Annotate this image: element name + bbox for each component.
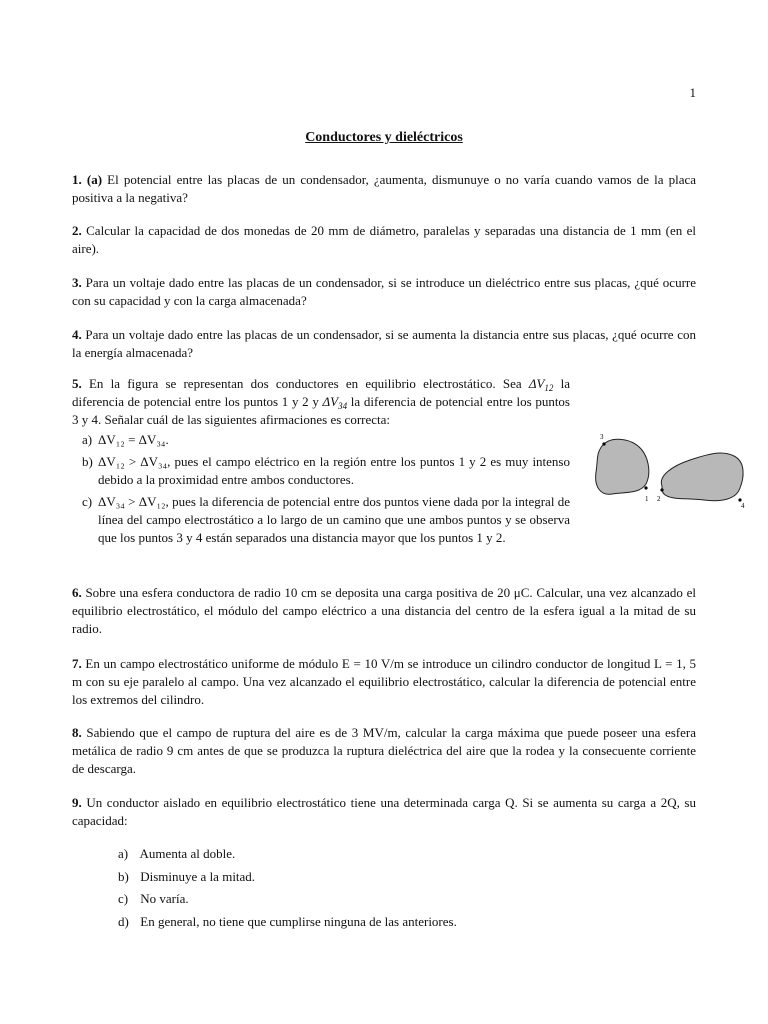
problem-number: 2. [72,223,82,238]
conductor-right-shape [661,453,743,501]
option-d [118,913,457,936]
delta-v34: $\Delta V_{34}$ [322,394,348,411]
option-text: En general, no tiene que cumplirse ninguna de las anteriores. [140,913,457,929]
problem-9-options [118,845,457,935]
problem-number: 9. [72,795,82,810]
problem-7 [72,655,696,709]
problem-text: Calcular la capacidad de dos monedas de 20 mm de diámetro, paralelas y separadas una distancia de 1 mm (en el aire). [72,223,697,256]
problem-text: Para un voltaje dado entre las placas de un condensador, si se introduce un dieléctrico entre sus placas, ¿qué ocurre con su capacidad y con la carga almacenada? [72,275,696,308]
option-label: a) [118,846,129,861]
option-text: Aumenta al doble. [139,846,236,861]
options-list [72,431,570,547]
option-text: ΔV₁₂ = ΔV₃₄. [98,432,169,447]
problem-5 [72,375,570,547]
problem-number: 3. [72,275,82,290]
point-3-label: 3 [600,433,604,441]
option-text: Disminuye a la mitad. [140,868,256,884]
problem-number: 6. [72,585,82,600]
option-text: ΔV₃₄ > ΔV₁₂, pues la diferencia de potencial entre dos puntos viene dada por la integral de línea del campo electrostático a lo largo de un camino que une ambos puntos y se observa que los puntos 3 y 4 están separados una distancia mayor que los puntos 1 y 2. [98,494,570,545]
option-text: No varía. [140,891,189,906]
problem-number: 8. [72,725,82,740]
problem-text: Para un voltaje dado entre las placas de un condensador, si se aumenta la distancia entre sus placas, ¿qué ocurre con la energía almacenada? [72,327,696,360]
problem-number: 5. [72,376,82,391]
option-b [72,453,570,489]
point-2-label: 2 [657,495,661,503]
option-label: b) [118,868,129,884]
delta-v12: $\Delta V_{12}$ [528,376,554,393]
conductors-figure [590,428,765,518]
option-label: d) [118,913,129,929]
point-3-marker [602,442,605,445]
problem-part-label: (a) [86,172,103,187]
option-label: c) [118,891,129,906]
point-1-label: 1 [645,495,649,503]
problem-text: En un campo electrostático uniforme de módulo E = 10 V/m se introduce un cilindro conductor de longitud L = 1, 5 m con su eje paralelo al campo. Una vez alcanzado el equilibrio electrostático, calcular la diferencia de potencial entre los extremos del cilindro. [72,656,696,707]
option-label: a) [82,432,93,447]
problem-9 [72,794,696,830]
problem-number: 1. [72,172,82,187]
point-2-marker [660,488,663,491]
option-c [118,890,457,913]
problem-5-intro [72,375,570,429]
problem-1 [72,171,696,207]
problem-6 [72,584,696,638]
option-text: ΔV₁₂ > ΔV₃₄, pues el campo eléctrico en la región entre los puntos 1 y 2 es muy intenso debido a la proximidad entre ambos conductores. [98,454,570,487]
option-b [118,868,457,891]
point-4-label: 4 [741,502,745,510]
problem-8 [72,724,696,778]
point-1-marker [644,486,647,489]
problem-number: 4. [72,327,82,342]
problem-4 [72,326,696,362]
problem-number: 7. [72,656,82,671]
problem-text-part: En la figura se representan dos conductores en equilibrio electrostático. Sea [88,376,529,391]
conductor-left-shape [596,439,649,494]
problem-text: Sabiendo que el campo de ruptura del aire es de 3 MV/m, calcular la carga máxima que puede poseer una esfera metálica de radio 9 cm antes de que se produzca la ruptura dieléctrica del aire que la rodea y la consecuente corriente de descarga. [72,725,697,776]
problem-text: Un conductor aislado en equilibrio electrostático tiene una determinada carga Q. Si se aumenta su carga a 2Q, su capacidad: [72,795,696,828]
option-a [72,431,570,449]
problem-text-part: la diferencia de potencial entre los puntos 1 y 2 y [72,376,571,409]
problem-text-part: la diferencia de potencial entre los puntos 3 y 4. Señalar cuál de las siguientes afirmaciones es correcta: [72,394,570,427]
problem-text: Sobre una esfera conductora de radio 10 cm se deposita una carga positiva de 20 μC. Calcular, una vez alcanzado el equilibrio electrostático, el módulo del campo eléctrico a una distancia del centro de la esfera igual a la mitad de su radio. [72,585,696,636]
problem-text: El potencial entre las placas de un condensador, ¿aumenta, dismunuye o no varía cuando vamos de la placa positiva a la negativa? [72,172,697,205]
problem-2 [72,222,696,258]
problem-3 [72,274,696,310]
option-label: c) [82,494,93,509]
page-title: Conductores y dieléctricos [305,130,463,145]
option-a [118,845,457,868]
option-label: b) [82,454,93,469]
page-number: 1 [689,85,696,100]
option-c [72,493,570,547]
